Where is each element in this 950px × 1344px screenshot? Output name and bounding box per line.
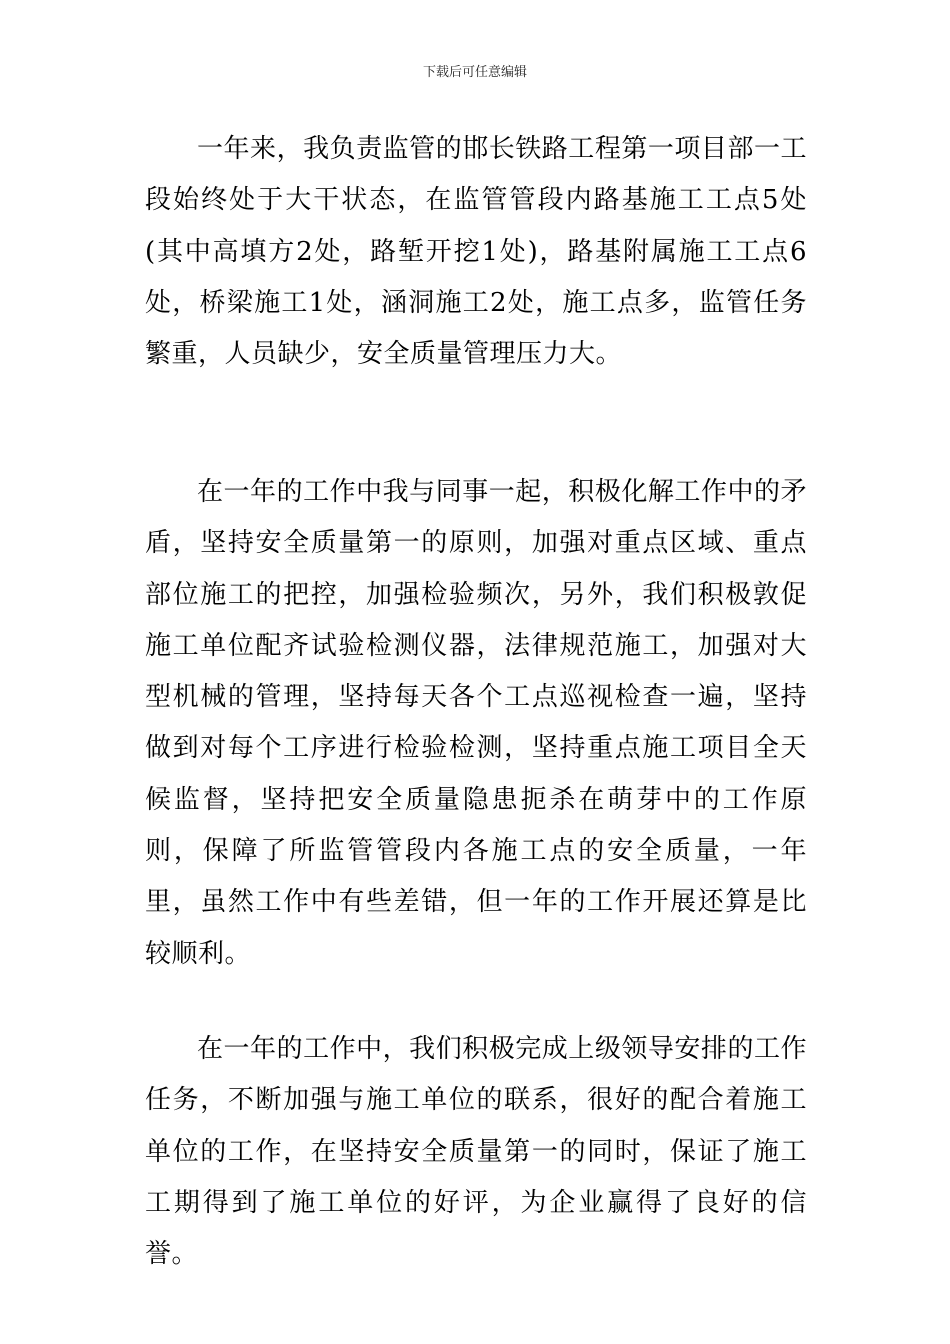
paragraph-1: 一年来，我负责监管的邯长铁路工程第一项目部一工段始终处于大干状态，在监管管段内路基施工工点5处(其中高填方2处，路堑开挖1处)，路基附属施工工点6处，桥梁施工1处，涵洞施工2处，施工点多，监管任务繁重，人员缺少，安全质量管理压力大。 (145, 134, 807, 370)
page-header-note: 下载后可任意编辑 (422, 65, 527, 80)
paragraph-2: 在一年的工作中我与同事一起，积极化解工作中的矛盾，坚持安全质量第一的原则，加强对重点区域、重点部位施工的把控，加强检验频次，另外，我们积极敦促施工单位配齐试验检测仪器，法律规范施工，加强对大型机械的管理，坚持每天各个工点巡视检查一遍，坚持做到对每个工序进行检验检测，坚持重点施工项目全天候监督，坚持把安全质量隐患扼杀在萌芽中的工作原则，保障了所监管管段内各施工点的安全质量，一年里，虽然工作中有些差错，但一年的工作开展还算是比较顺利。 (145, 477, 807, 969)
paragraph-3: 在一年的工作中，我们积极完成上级领导安排的工作任务，不断加强与施工单位的联系，很好的配合着施工单位的工作，在坚持安全质量第一的同时，保证了施工工期得到了施工单位的好评，为企业赢得了良好的信誉。 (145, 1034, 807, 1270)
